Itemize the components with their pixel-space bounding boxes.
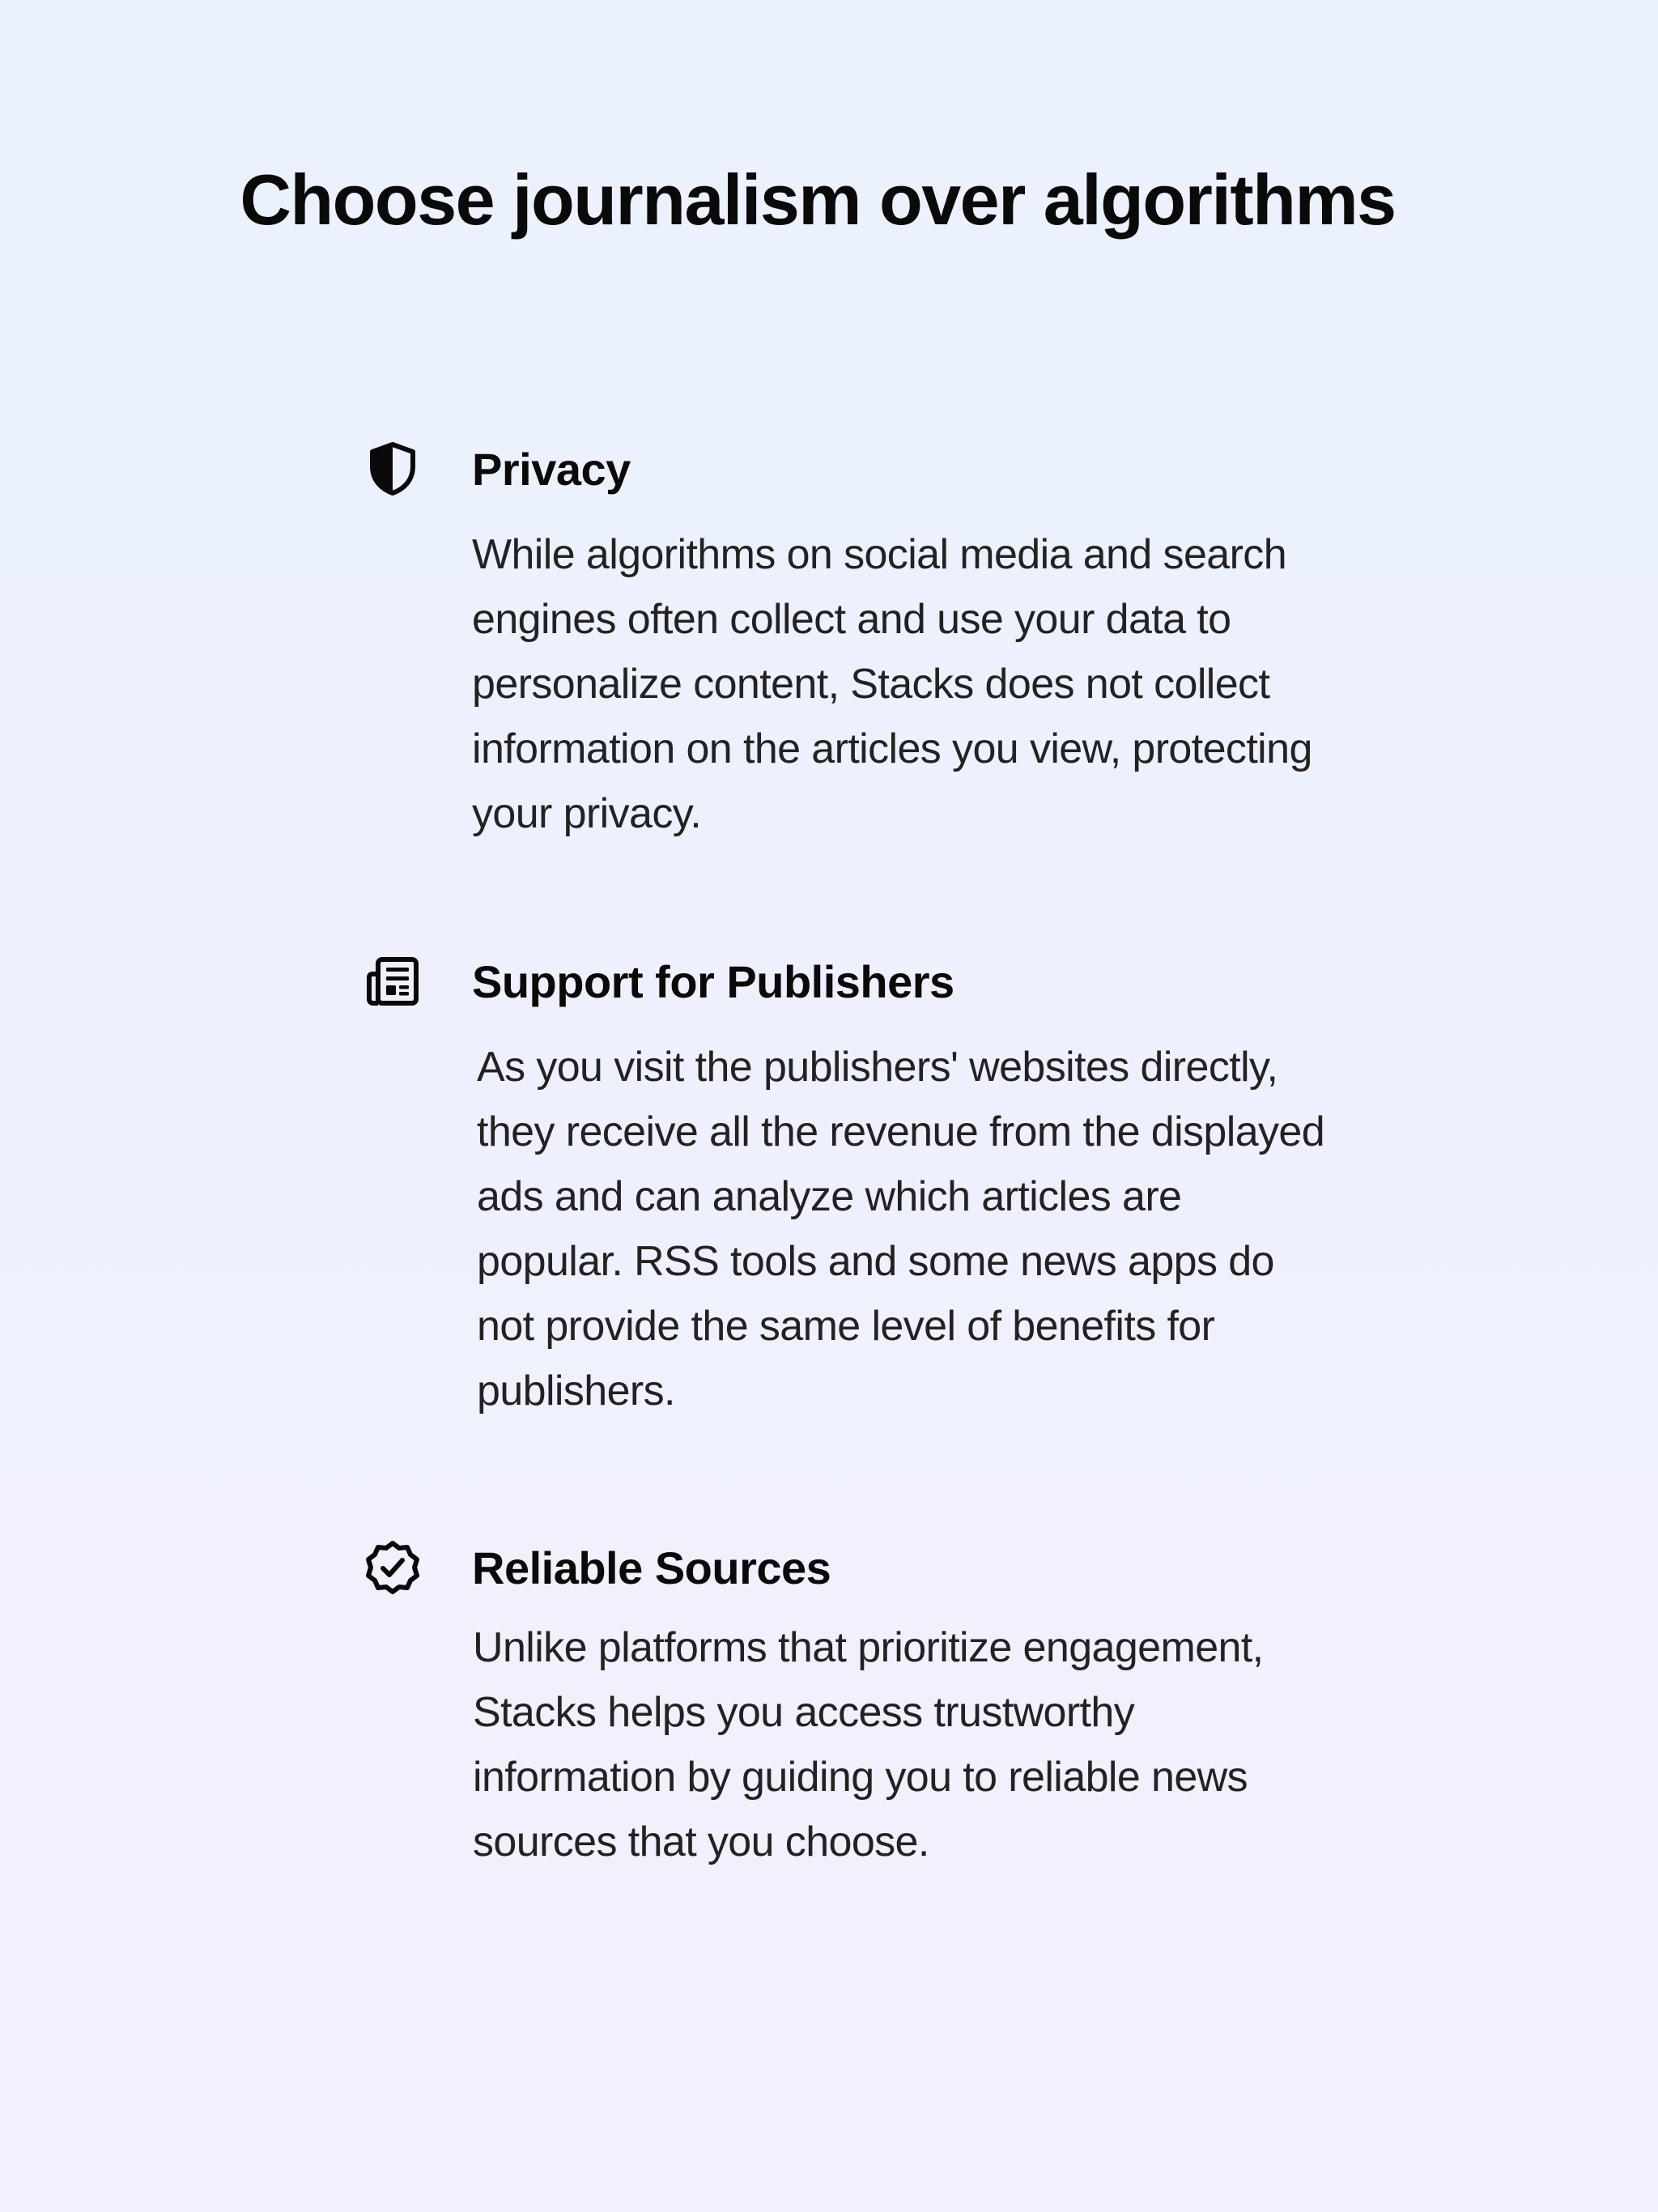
feature-title: Reliable Sources bbox=[472, 1542, 831, 1593]
feature-title: Privacy bbox=[472, 444, 631, 495]
feature-title: Support for Publishers bbox=[472, 956, 954, 1007]
shield-icon bbox=[363, 439, 423, 499]
feature-description: While algorithms on social media and search engines often collect and use your data to personalize content, Stacks does not collect information on the articles you view, protecting your privacy. bbox=[472, 531, 1312, 837]
verified-badge-icon bbox=[363, 1538, 423, 1597]
feature-description: Unlike platforms that prioritize engagement, Stacks helps you access trustworthy information by guiding you to reliable news sources that you choose. bbox=[473, 1624, 1264, 1865]
page-title: Choose journalism over algorithms bbox=[240, 160, 1396, 240]
newspaper-icon bbox=[363, 951, 423, 1011]
feature-description: As you visit the publishers' websites directly, they receive all the revenue from the displayed ads and can analyze which articles are popular. RSS tools and some news apps do not provide the same level of benefits for publishers. bbox=[477, 1044, 1325, 1414]
